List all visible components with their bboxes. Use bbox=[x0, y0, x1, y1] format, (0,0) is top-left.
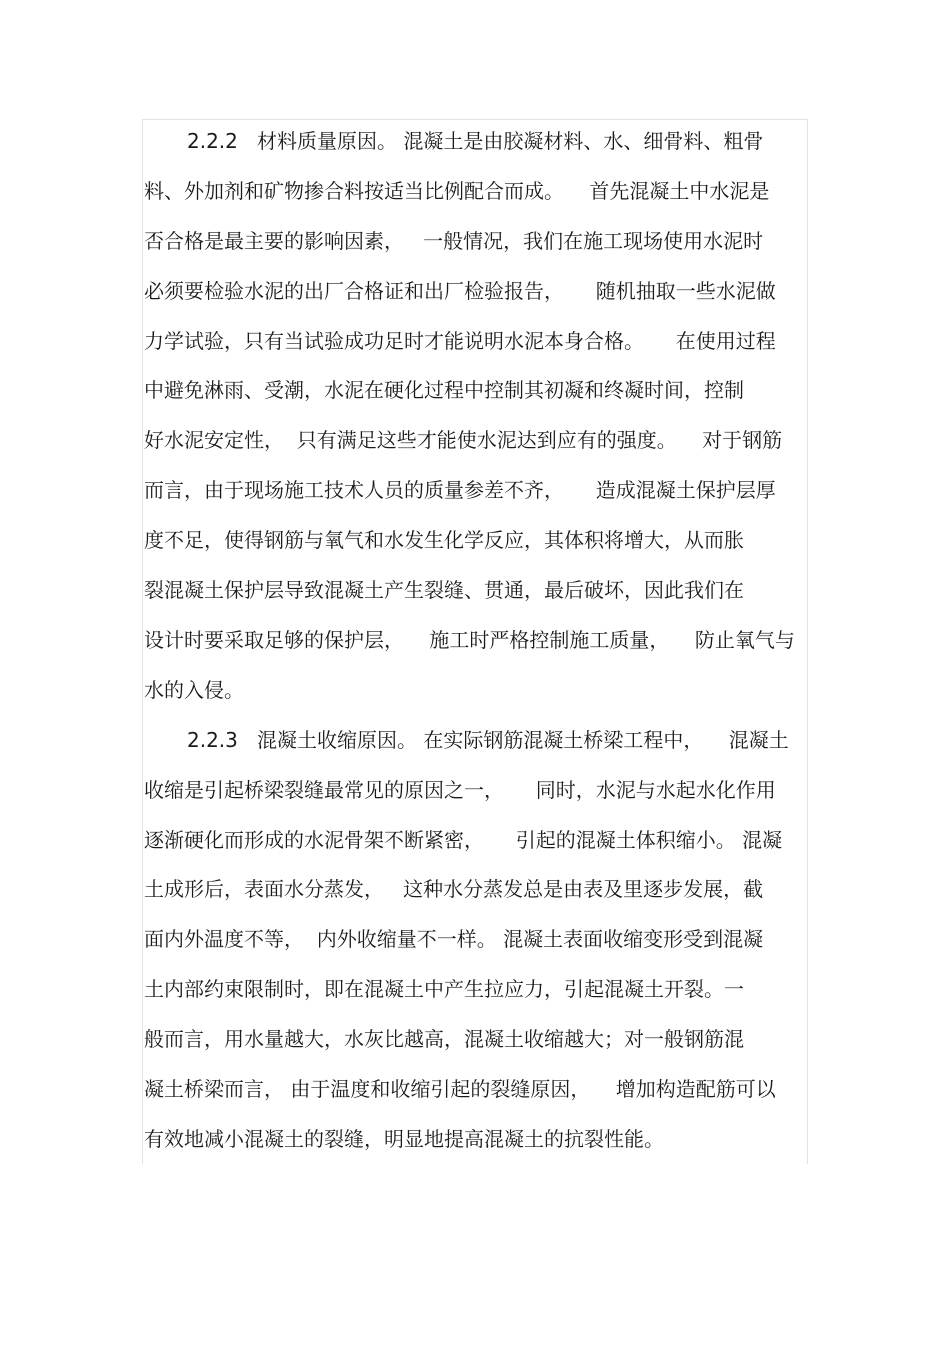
paragraph-2-2-2-line: 中避免淋雨、受潮，水泥在硬化过程中控制其初凝和终凝时间，控制 bbox=[144, 378, 744, 402]
paragraph-2-2-2-line: 好水泥安定性， 只有满足这些才能使水泥达到应有的强度。 对于钢筋 bbox=[144, 428, 783, 452]
paragraph-2-2-3-line: 2.2.3 混凝土收缩原因。 在实际钢筋混凝土桥梁工程中， 混凝土 bbox=[187, 728, 789, 752]
paragraph-2-2-2-line: 度不足，使得钢筋与氧气和水发生化学反应，其体积将增大，从而胀 bbox=[144, 528, 744, 552]
paragraph-2-2-3-line: 凝土桥梁而言， 由于温度和收缩引起的裂缝原因， 增加构造配筋可以 bbox=[144, 1077, 776, 1101]
paragraph-2-2-2-line: 水的入侵。 bbox=[144, 678, 244, 702]
paragraph-2-2-3-line: 有效地减小混凝土的裂缝，明显地提高混凝土的抗裂性能。 bbox=[144, 1127, 664, 1151]
paragraph-2-2-3-line: 面内外温度不等， 内外收缩量不一样。 混凝土表面收缩变形受到混凝 bbox=[144, 927, 764, 951]
paragraph-2-2-3-line: 收缩是引起桥梁裂缝最常见的原因之一， 同时，水泥与水起水化作用 bbox=[144, 778, 776, 802]
paragraph-2-2-3-line: 土内部约束限制时，即在混凝土中产生拉应力，引起混凝土开裂。一 bbox=[144, 977, 744, 1001]
paragraph-2-2-2-line: 而言，由于现场施工技术人员的质量参差不齐， 造成混凝土保护层厚 bbox=[144, 478, 776, 502]
paragraph-2-2-3-line: 土成形后，表面水分蒸发， 这种水分蒸发总是由表及里逐步发展，截 bbox=[144, 877, 764, 901]
paragraph-2-2-2-line: 裂混凝土保护层导致混凝土产生裂缝、贯通，最后破坏，因此我们在 bbox=[144, 578, 744, 602]
paragraph-2-2-2-line: 必须要检验水泥的出厂合格证和出厂检验报告， 随机抽取一些水泥做 bbox=[144, 279, 776, 303]
paragraph-2-2-2-line: 2.2.2 材料质量原因。 混凝土是由胶凝材料、水、细骨料、粗骨 bbox=[187, 129, 764, 153]
paragraph-2-2-2-line: 否合格是最主要的影响因素， 一般情况，我们在施工现场使用水泥时 bbox=[144, 229, 764, 253]
paragraph-2-2-3-line: 般而言，用水量越大，水灰比越高，混凝土收缩越大；对一般钢筋混 bbox=[144, 1027, 744, 1051]
paragraph-2-2-3-line: 逐渐硬化而形成的水泥骨架不断紧密， 引起的混凝土体积缩小。 混凝 bbox=[144, 828, 783, 852]
paragraph-2-2-2-line: 力学试验，只有当试验成功足时才能说明水泥本身合格。 在使用过程 bbox=[144, 329, 776, 353]
paragraph-2-2-2-line: 料、外加剂和矿物掺合料按适当比例配合而成。 首先混凝土中水泥是 bbox=[144, 179, 770, 203]
paragraph-2-2-2-line: 设计时要采取足够的保护层， 施工时严格控制施工质量， 防止氧气与 bbox=[144, 628, 795, 652]
